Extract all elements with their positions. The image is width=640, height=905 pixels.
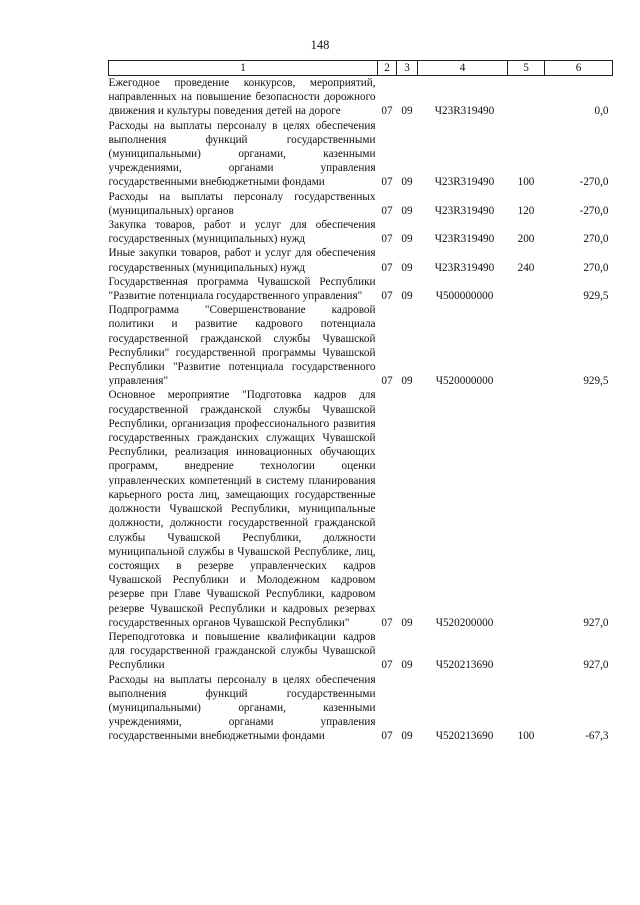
row-section: 07 xyxy=(381,616,393,629)
table-row xyxy=(109,119,613,190)
row-amount: 0,0 xyxy=(594,105,609,118)
row-name: Иные закупки товаров, работ и услуг для обеспечения государственных (муниципальных) нужд xyxy=(108,247,376,274)
table-row xyxy=(109,275,613,303)
row-amount: 927,0 xyxy=(583,659,609,672)
row-section: 07 xyxy=(381,105,393,118)
row-name: Государственная программа Чувашской Республики "Развитие потенциала государственного управления" xyxy=(108,275,376,303)
table-row xyxy=(109,246,613,274)
row-subsection: 09 xyxy=(401,176,413,189)
row-target-article: Ч520213690 xyxy=(435,730,494,743)
row-subsection: 09 xyxy=(401,204,413,217)
row-name: Расходы на выплаты персоналу в целях обеспечения выполнения функций государственными (муниципальными) органами, казенными учреждениями, органами управления государственными внебюджетными фондами xyxy=(108,673,376,743)
budget-table xyxy=(108,60,613,744)
row-section: 07 xyxy=(381,176,393,189)
row-subsection: 09 xyxy=(401,290,413,303)
row-section: 07 xyxy=(381,730,393,743)
row-expense-type: 240 xyxy=(517,261,535,274)
row-name: Закупка товаров, работ и услуг для обеспечения государственных (муниципальных) нужд xyxy=(108,219,376,246)
header-col-3: 3 xyxy=(397,61,418,76)
row-target-article: Ч23R319490 xyxy=(434,261,495,274)
row-target-article: Ч23R319490 xyxy=(434,105,495,118)
row-subsection: 09 xyxy=(401,233,413,246)
row-target-article: Ч520200000 xyxy=(435,616,494,629)
table-row xyxy=(109,218,613,246)
header-col-4: 4 xyxy=(418,61,508,76)
row-name: Расходы на выплаты персоналу государственных (муниципальных) органов xyxy=(108,190,376,217)
row-expense-type: 200 xyxy=(517,233,535,246)
header-col-6: 6 xyxy=(545,61,613,76)
row-expense-type xyxy=(508,630,545,673)
row-section: 07 xyxy=(381,261,393,274)
row-target-article: Ч520213690 xyxy=(435,659,494,672)
row-name: Основное мероприятие "Подготовка кадров для государственной гражданской службы Чувашской Республики, организация профессионального развития государственных гражданских служащих Чувашской Республики, реализация инновационных обучающих программ, внедрение технологии оценки управленческих компетенций в систему планирования карьерного роста лиц, замещающих государственные должности Чувашской Республики, муниципальные должности, должности государственной гражданской службы Чувашской Республики, должности муниципальной службы в Чувашской Республике, лиц, состоящих в резерве управленческих кадров Чувашской Республики и Молодежном кадровом резерве при Главе Чувашской Республики, кадровом резерве Чувашской Республики и кадровых резервах государственных органов Чувашской Республики" xyxy=(108,389,376,629)
row-name: Подпрограмма "Совершенствование кадровой политики и развитие кадрового потенциала государственной гражданской службы Чувашской Республики" государственной программы Чувашской Республики "Развитие потенциала государственного управления" xyxy=(108,304,376,388)
header-col-1: 1 xyxy=(109,61,378,76)
row-expense-type: 120 xyxy=(517,204,535,217)
row-section: 07 xyxy=(381,375,393,388)
row-expense-type xyxy=(508,303,545,388)
row-subsection: 09 xyxy=(401,659,413,672)
table-header-row xyxy=(109,61,613,76)
row-amount: -270,0 xyxy=(579,204,609,217)
table-row xyxy=(109,630,613,673)
row-expense-type xyxy=(508,76,545,119)
row-expense-type: 100 xyxy=(517,730,535,743)
row-expense-type xyxy=(508,275,545,303)
row-target-article: Ч23R319490 xyxy=(434,233,495,246)
table-row xyxy=(109,303,613,388)
row-subsection: 09 xyxy=(401,375,413,388)
row-amount: -67,3 xyxy=(585,730,609,743)
row-section: 07 xyxy=(381,659,393,672)
table-row xyxy=(109,673,613,744)
header-col-2: 2 xyxy=(378,61,397,76)
row-subsection: 09 xyxy=(401,616,413,629)
table-row xyxy=(109,76,613,119)
row-amount: 270,0 xyxy=(583,261,609,274)
row-target-article: Ч23R319490 xyxy=(434,176,495,189)
table-row xyxy=(109,388,613,629)
row-amount: 927,0 xyxy=(583,616,609,629)
row-target-article: Ч500000000 xyxy=(435,290,494,303)
row-name: Переподготовка и повышение квалификации кадров для государственной гражданской службы Чувашской Республики xyxy=(108,630,376,672)
row-expense-type: 100 xyxy=(517,176,535,189)
row-amount: -270,0 xyxy=(579,176,609,189)
page-number: 148 xyxy=(310,38,330,52)
row-expense-type xyxy=(508,388,545,629)
table-row xyxy=(109,190,613,218)
row-subsection: 09 xyxy=(401,261,413,274)
row-section: 07 xyxy=(381,290,393,303)
row-subsection: 09 xyxy=(401,105,413,118)
row-amount: 929,5 xyxy=(583,375,609,388)
row-target-article: Ч23R319490 xyxy=(434,204,495,217)
row-section: 07 xyxy=(381,233,393,246)
row-amount: 929,5 xyxy=(583,290,609,303)
row-subsection: 09 xyxy=(401,730,413,743)
row-amount: 270,0 xyxy=(583,233,609,246)
row-target-article: Ч520000000 xyxy=(435,375,494,388)
row-name: Расходы на выплаты персоналу в целях обеспечения выполнения функций государственными (муниципальными) органами, казенными учреждениями, органами управления государственными внебюджетными фондами xyxy=(108,119,376,189)
header-col-5: 5 xyxy=(508,61,545,76)
row-name: Ежегодное проведение конкурсов, мероприятий, направленных на повышение безопасности дорожного движения и культуры поведения детей на дороге xyxy=(108,77,376,118)
row-section: 07 xyxy=(381,204,393,217)
